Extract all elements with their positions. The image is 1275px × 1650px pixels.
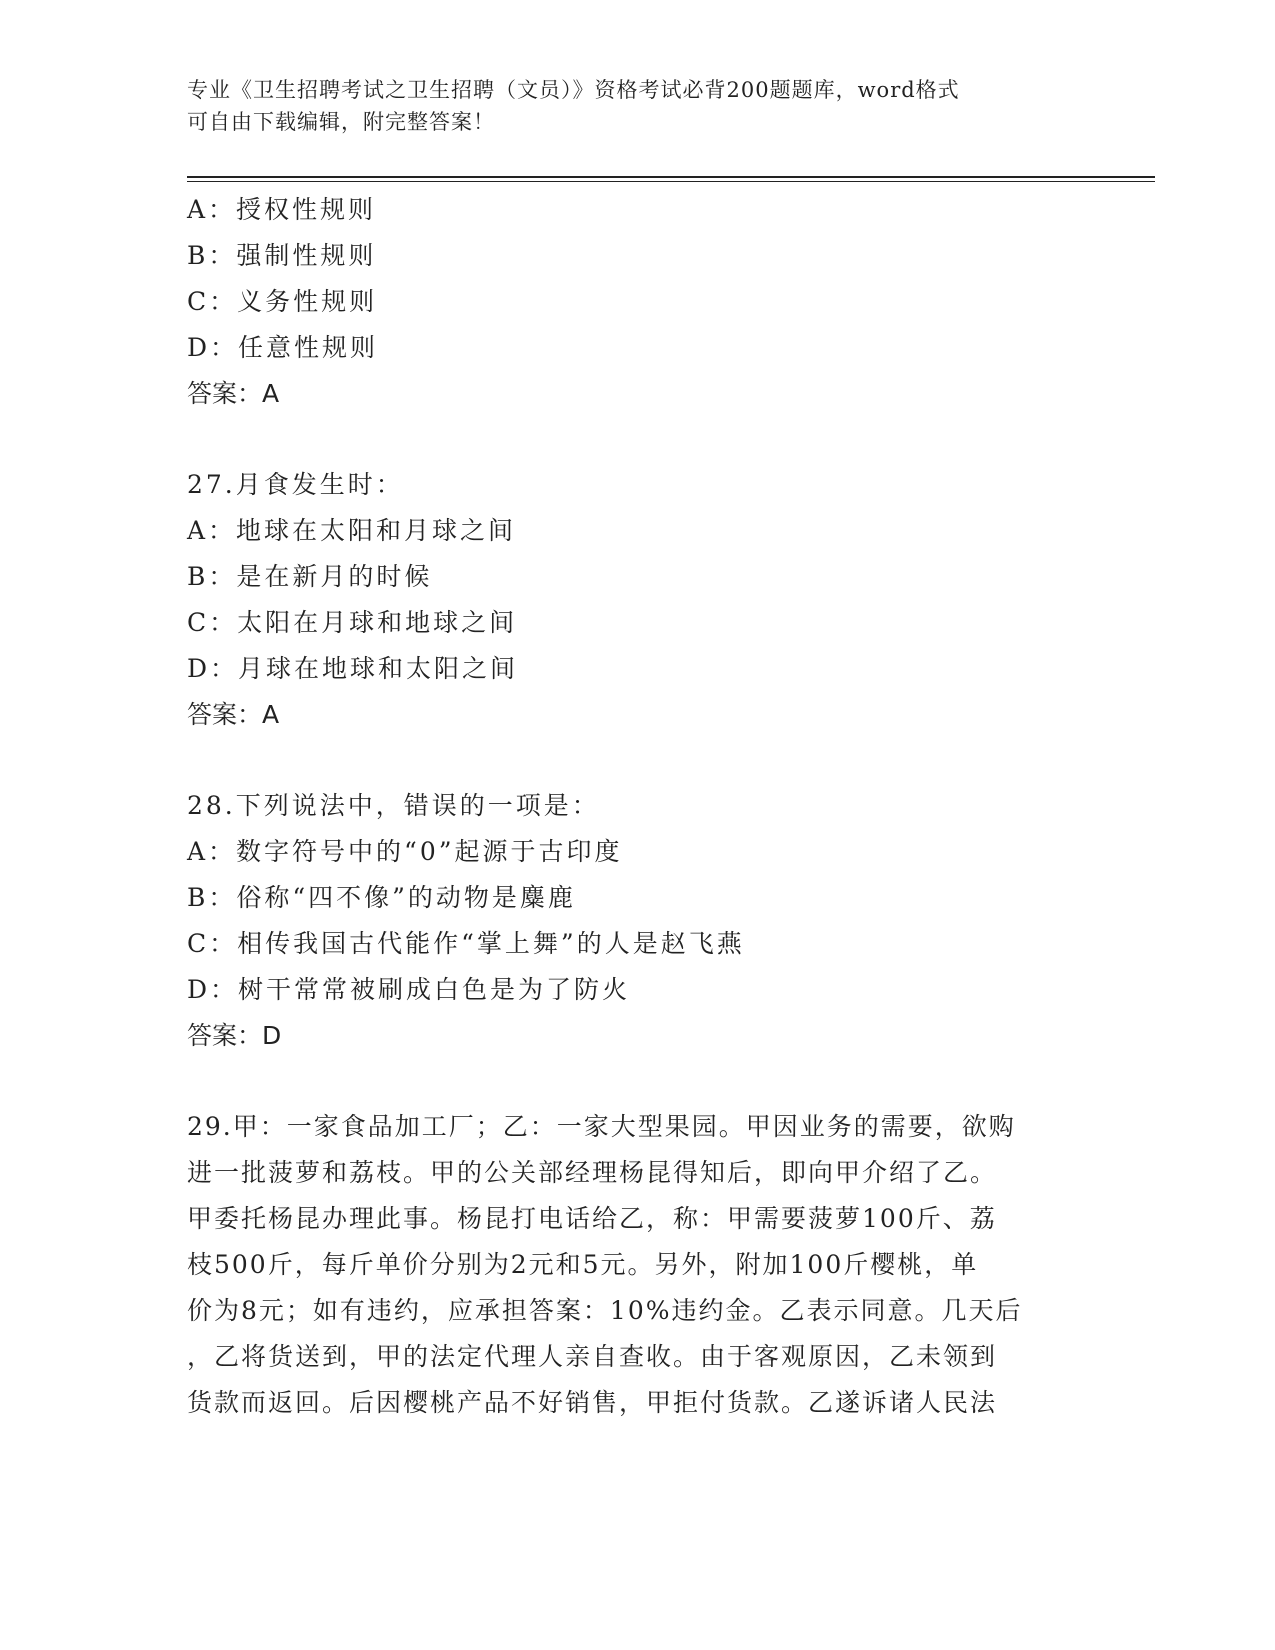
question-text-line: 29.甲：一家食品加工厂；乙：一家大型果园。甲因业务的需要，欲购 <box>187 1112 1016 1141</box>
option-a: A：数字符号中的“0”起源于古印度 <box>187 837 623 866</box>
document-header <box>187 74 1087 138</box>
question-26 <box>187 187 1087 417</box>
answer-line: 答案：A <box>187 379 280 408</box>
question-text-line: 进一批菠萝和荔枝。甲的公关部经理杨昆得知后，即向甲介绍了乙。 <box>187 1158 998 1187</box>
question-text: 27.月食发生时： <box>187 470 404 499</box>
question-29 <box>187 1104 1087 1426</box>
question-text-line: 甲委托杨昆办理此事。杨昆打电话给乙，称：甲需要菠萝100斤、荔 <box>187 1204 997 1233</box>
header-title-line-1: 专业《卫生招聘考试之卫生招聘（文员）》资格考试必背200题题库，word格式 <box>187 78 960 102</box>
question-text-line: 货款而返回。后因樱桃产品不好销售，甲拒付货款。乙遂诉诸人民法 <box>187 1388 998 1417</box>
option-d: D：任意性规则 <box>187 333 379 362</box>
question-text-line: ，乙将货送到，甲的法定代理人亲自查收。由于客观原因，乙未领到 <box>187 1342 998 1371</box>
option-c: C：相传我国古代能作“掌上舞”的人是赵飞燕 <box>187 929 745 958</box>
header-divider-thin <box>187 181 1155 182</box>
option-b: B：强制性规则 <box>187 241 377 270</box>
question-text-line: 枝500斤，每斤单价分别为2元和5元。另外，附加100斤樱桃，单 <box>187 1250 979 1279</box>
question-text: 28.下列说法中，错误的一项是： <box>187 791 600 820</box>
header-divider-thick <box>187 176 1155 178</box>
answer-line: 答案：A <box>187 700 280 729</box>
answer-line: 答案：D <box>187 1021 282 1050</box>
option-a: A：地球在太阳和月球之间 <box>187 516 517 545</box>
header-title-line-2: 可自由下载编辑，附完整答案！ <box>187 110 495 134</box>
option-d: D：月球在地球和太阳之间 <box>187 654 519 683</box>
option-b: B：俗称“四不像”的动物是麋鹿 <box>187 883 576 912</box>
option-b: B：是在新月的时候 <box>187 562 433 591</box>
option-a: A：授权性规则 <box>187 195 377 224</box>
question-28 <box>187 783 1087 1059</box>
option-c: C：义务性规则 <box>187 287 378 316</box>
question-text-line: 价为8元；如有违约，应承担答案：10%违约金。乙表示同意。几天后 <box>187 1296 1023 1325</box>
question-27 <box>187 462 1087 738</box>
option-d: D：树干常常被刷成白色是为了防火 <box>187 975 631 1004</box>
option-c: C：太阳在月球和地球之间 <box>187 608 518 637</box>
document-body <box>187 187 1087 1426</box>
